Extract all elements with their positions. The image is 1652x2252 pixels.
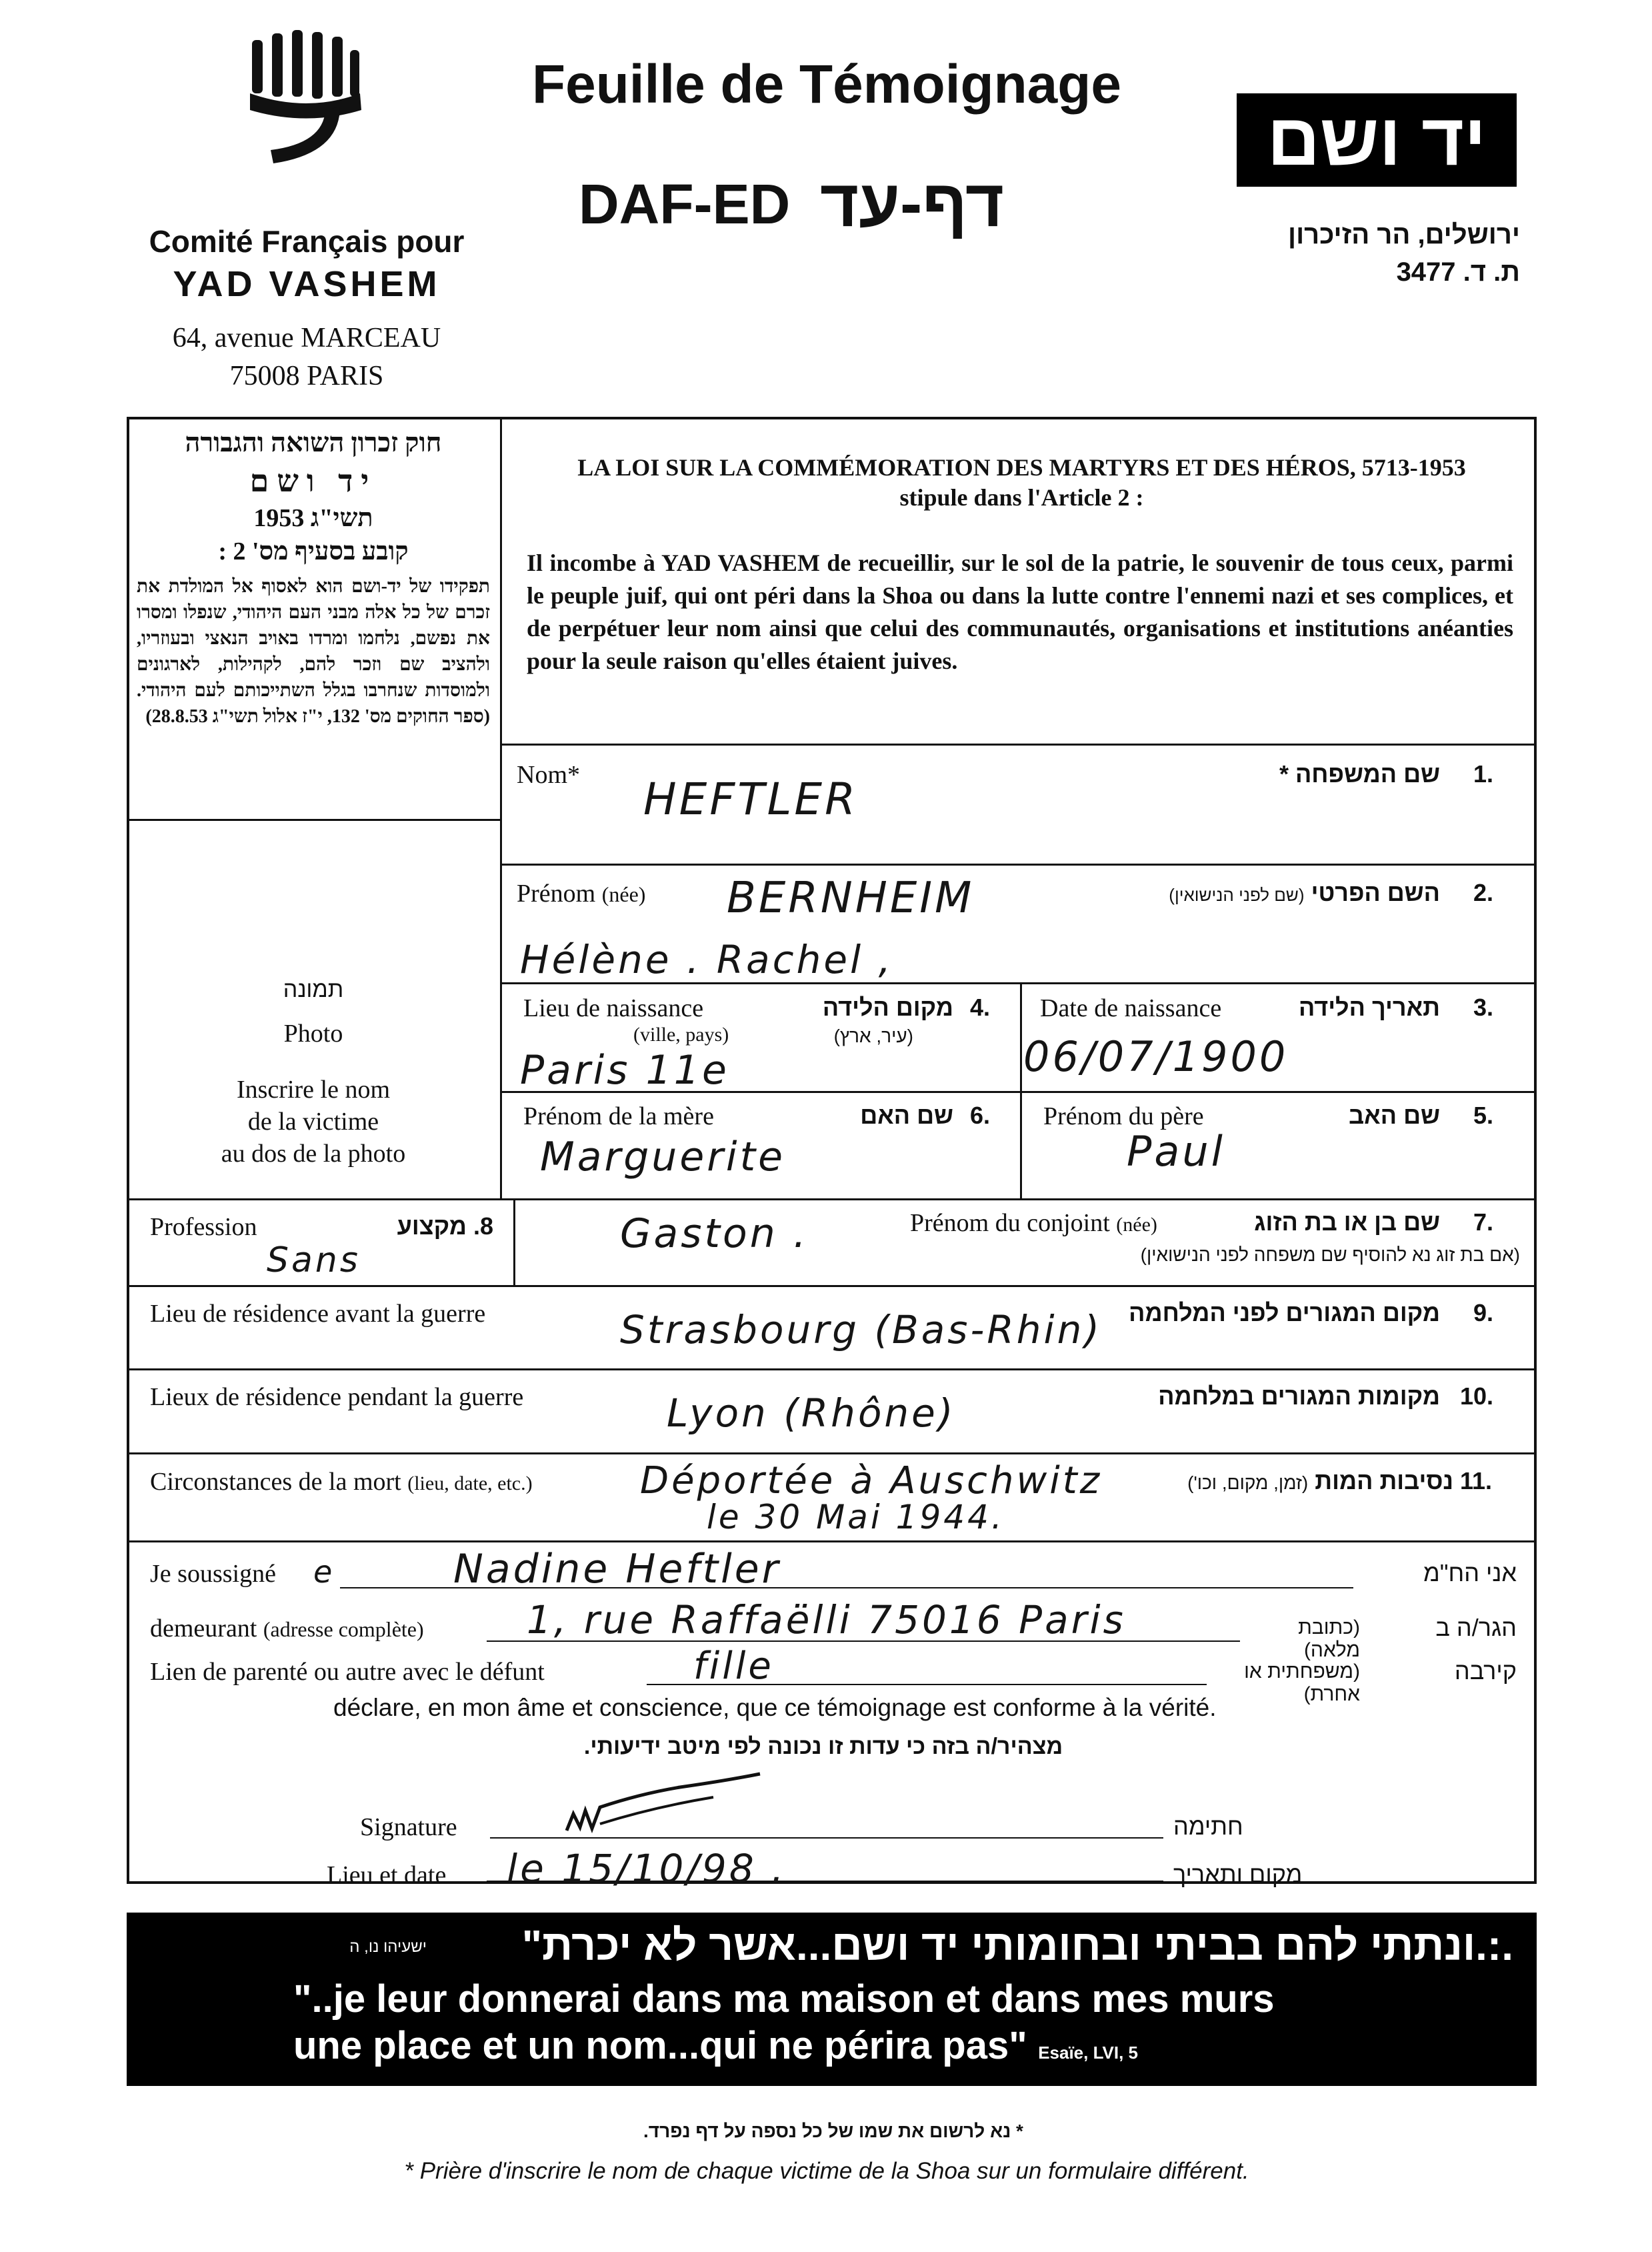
lieu-naissance-num: 4.: [970, 994, 991, 1021]
conjoint-note: (née): [1116, 1214, 1157, 1236]
residence-avant-hebrew: מקום המגורים לפני המלחמה: [1129, 1299, 1440, 1326]
circonstances-label: [150, 1467, 533, 1496]
circonstances-hebrew-text: נסיבות המות: [1315, 1467, 1453, 1494]
left-column-divider: [500, 417, 502, 1198]
demeurant-label-text: demeurant: [150, 1614, 257, 1642]
row2-top: [500, 864, 1537, 866]
signature-scribble: [560, 1767, 773, 1841]
row7-top: [127, 1198, 1537, 1200]
row3-top: [500, 982, 1537, 984]
committee-line2: YAD VASHEM: [173, 264, 441, 304]
row11-top: [127, 1452, 1537, 1454]
prenom-mere-label: Prénom de la mère: [523, 1102, 714, 1130]
quote-french-line2-text: une place et un nom...qui ne périra pas": [293, 2024, 1027, 2067]
row9-top: [127, 1285, 1537, 1287]
residence-avant-value[interactable]: Strasbourg (Bas-Rhin): [620, 1307, 1102, 1352]
lieu-naissance-hebrew-note: (עיר, ארץ): [833, 1026, 913, 1046]
prenom-hebrew-note: (שם לפני הנישואין): [1169, 885, 1305, 905]
date-naissance-num: 3.: [1473, 994, 1494, 1021]
residence-pendant-hebrew: מקומות המגורים במלחמה: [1158, 1382, 1440, 1410]
yad-vashem-hand-logo: [240, 27, 373, 180]
signature-hebrew: חתימה: [1173, 1813, 1243, 1840]
law-hebrew-line3: 1953 תשי"ג: [253, 504, 373, 532]
residence-avant-num: 9.: [1473, 1299, 1494, 1326]
photo-label: Photo: [283, 1020, 343, 1048]
demeurant-label: [150, 1614, 424, 1643]
prenom-hebrew-text: השם הפרטי: [1311, 879, 1440, 906]
law-hebrew-body: תפקידו של יד-ושם הוא לאסוף אל המולדת את זכרם של כל אלה מבני העם היהודי, שנפלו ומסרו את נפשם, נלחמו ומרדו באויב הנאצי ובעוזריו, ולהציב שם וזכר להם, לקהילות, לארגונים ולמוסדות שנחרבו בגלל השתייכותם לעם היהודי. (ספר החוקים מס' 132, י"ז אלול תשי"ג 28.8.53): [137, 576, 490, 727]
signature-label: Signature: [360, 1813, 457, 1841]
prenom-mere-value[interactable]: Marguerite: [540, 1134, 786, 1180]
yad-vashem-logo-right: יד ושם: [1237, 93, 1517, 187]
soussigne-label: Je soussigné: [150, 1560, 276, 1588]
soussigne-value[interactable]: Nadine Heftler: [453, 1546, 781, 1592]
lien-value[interactable]: fille: [693, 1644, 774, 1688]
lieu-naissance-note: (ville, pays): [633, 1024, 729, 1046]
po-box-hebrew: ת. ד. 3477: [1396, 257, 1520, 287]
declarant-top: [127, 1540, 1537, 1542]
quote-hebrew: .:.ונתתי להם בביתי ובחומותי יד ושם...אשר לא יכרת": [521, 1921, 1513, 1969]
conjoint-hebrew-note: (אם בת זוג נא להוסיף שם משפחה לפני הנישואין): [1140, 1244, 1520, 1265]
prenom-pere-value[interactable]: Paul: [1127, 1127, 1225, 1176]
circonstances-label-text: Circonstances de la mort: [150, 1468, 401, 1496]
conjoint-label: [910, 1208, 1157, 1238]
circonstances-hebrew: [1100, 1467, 1453, 1495]
prenom-label-text: Prénom: [517, 880, 596, 908]
law-french-body: Il incombe à YAD VASHEM de recueillir, sur le sol de la patrie, le souvenir de tous ceux, parmi le peuple juif, qui ont péri dans la Shoa ou dans la lutte contre l'ennemi nazi et ses complices, et de perpétuer leur nom ainsi que celui des communautés, organisations et institutions anéanties pour la seule raison qu'elles étaient juives.: [527, 549, 1513, 674]
circonstances-num: 11.: [1460, 1467, 1493, 1494]
quote-french-source: Esaïe, LVI, 5: [1038, 2043, 1139, 2063]
law-hebrew-bottom: [127, 819, 501, 821]
prenom-mere-num: 6.: [970, 1102, 991, 1129]
soussigne-hebrew: אני הח"מ: [1423, 1559, 1517, 1586]
jerusalem-hebrew: ירושלים, הר הזיכרון: [1288, 220, 1520, 249]
law-french-title: LA LOI SUR LA COMMÉMORATION DES MARTYRS ET DES HÉROS, 5713-1953: [577, 454, 1466, 481]
lieu-date-value[interactable]: le 15/10/98 .: [507, 1846, 787, 1891]
quote-french-line2: [293, 2023, 1138, 2068]
quote-hebrew-source: ישעיהו נו, ה: [349, 1938, 427, 1956]
profession-value[interactable]: Sans: [267, 1240, 361, 1280]
page-title: Feuille de Témoignage: [532, 54, 1121, 115]
nom-label: Nom*: [517, 761, 580, 789]
prenom-pere-label: Prénom du père: [1043, 1102, 1204, 1130]
residence-pendant-num: 10.: [1460, 1382, 1494, 1410]
law-hebrew-line1: חוק זכרון השואה והגבורה: [185, 427, 442, 457]
prenom-note: (née): [601, 882, 646, 906]
circonstances-hebrew-note: (זמן, מקום, וכו'): [1187, 1472, 1309, 1493]
prenom-label: [517, 879, 645, 908]
lien-label: Lien de parenté ou autre avec le défunt: [150, 1658, 545, 1686]
declare-hebrew: מצהיר/ה בזה כי עדות זו נכונה לפי מיטב ידיעותי.: [583, 1734, 1063, 1759]
prenom-mere-hebrew: שם האם: [860, 1102, 953, 1129]
law-hebrew-line2: יד ושם: [249, 464, 377, 498]
profession-num: .8: [473, 1212, 494, 1240]
prenom-hebrew: [1067, 879, 1440, 907]
prenom-pere-num: 5.: [1473, 1102, 1494, 1129]
law-hebrew-line4: קובע בסעיף מס' 2 :: [218, 537, 409, 566]
conjoint-value[interactable]: Gaston .: [620, 1210, 809, 1257]
demeurant-note: (adresse complète): [263, 1617, 424, 1641]
row5-top: [500, 1091, 1537, 1093]
profession-hebrew: מקצוע: [397, 1212, 467, 1240]
photo-instr2: de la victime: [247, 1108, 379, 1136]
demeurant-value[interactable]: 1, rue Raffaëlli 75016 Paris: [527, 1597, 1126, 1642]
conjoint-num: 7.: [1473, 1208, 1494, 1236]
lieu-date-label: Lieu et date: [327, 1861, 447, 1889]
residence-pendant-value[interactable]: Lyon (Rhône): [667, 1390, 956, 1436]
quote-french-line1: "..je leur donnerai dans ma maison et dans mes murs: [293, 1977, 1275, 2021]
law-french-subtitle: stipule dans l'Article 2 :: [899, 484, 1144, 511]
lieu-naissance-label: Lieu de naissance: [523, 994, 704, 1022]
photo-hebrew: תמונה: [283, 977, 344, 1002]
prenom-num: 2.: [1473, 879, 1494, 906]
row7-divider: [513, 1198, 515, 1285]
lien-hebrew-note: (משפחתית או אחרת): [1244, 1660, 1360, 1705]
residence-pendant-label: Lieux de résidence pendant la guerre: [150, 1383, 524, 1411]
row10-top: [127, 1368, 1537, 1370]
circonstances-note: (lieu, date, etc.): [407, 1472, 533, 1494]
committee-line1: Comité Français pour: [149, 224, 465, 259]
nom-value[interactable]: HEFTLER: [643, 774, 858, 825]
conjoint-hebrew: שם בן או בת הזוג: [1254, 1208, 1440, 1236]
circonstances-value2[interactable]: le 30 Mai 1944.: [707, 1498, 1005, 1536]
demeurant-hebrew-note: (כתובת מלאה): [1298, 1616, 1360, 1661]
address-line1: 64, avenue MARCEAU: [172, 323, 441, 353]
nom-hebrew: שם המשפחה *: [1279, 760, 1440, 788]
demeurant-hebrew: הגר/ה ב: [1435, 1614, 1517, 1641]
prenom-value2[interactable]: Hélène . Rachel ,: [520, 937, 894, 982]
circonstances-value[interactable]: Déportée à Auschwitz: [640, 1459, 1103, 1502]
note-french: * Prière d'inscrire le nom de chaque victime de la Shoa sur un formulaire différent.: [404, 2158, 1249, 2184]
lieu-naissance-value[interactable]: Paris 11e: [520, 1047, 729, 1094]
lieu-naissance-hebrew: מקום הלידה: [822, 994, 953, 1021]
date-naissance-label: Date de naissance: [1040, 994, 1222, 1022]
subtitle-hebrew: דף-עד: [820, 166, 1005, 241]
date-naissance-value[interactable]: 06/07/1900: [1023, 1032, 1289, 1081]
quote-band: [127, 1913, 1537, 2086]
declare-text: déclare, en mon âme et conscience, que ce témoignage est conforme à la vérité.: [333, 1694, 1217, 1721]
subtitle-latin: DAF-ED: [579, 173, 791, 235]
lien-hebrew: קירבה: [1454, 1657, 1517, 1684]
note-hebrew: * נא לרשום את שמו של כל נספה על דף נפרד.: [643, 2121, 1023, 2141]
photo-instr1: Inscrire le nom: [236, 1076, 391, 1104]
date-naissance-hebrew: תאריך הלידה: [1298, 994, 1440, 1021]
nom-num: 1.: [1473, 760, 1494, 788]
address-line2: 75008 PARIS: [229, 361, 384, 391]
row1-top: [500, 744, 1537, 746]
conjoint-label-text: Prénom du conjoint: [910, 1209, 1110, 1237]
prenom-pere-hebrew: שם האב: [1349, 1102, 1440, 1129]
photo-instr3: au dos de la photo: [221, 1140, 406, 1168]
soussigne-suffix[interactable]: e: [313, 1554, 335, 1590]
prenom-value[interactable]: BERNHEIM: [727, 874, 975, 923]
profession-label: Profession: [150, 1213, 257, 1241]
lieu-date-hebrew: מקום ותאריך: [1173, 1861, 1303, 1888]
residence-avant-label: Lieu de résidence avant la guerre: [150, 1300, 486, 1328]
